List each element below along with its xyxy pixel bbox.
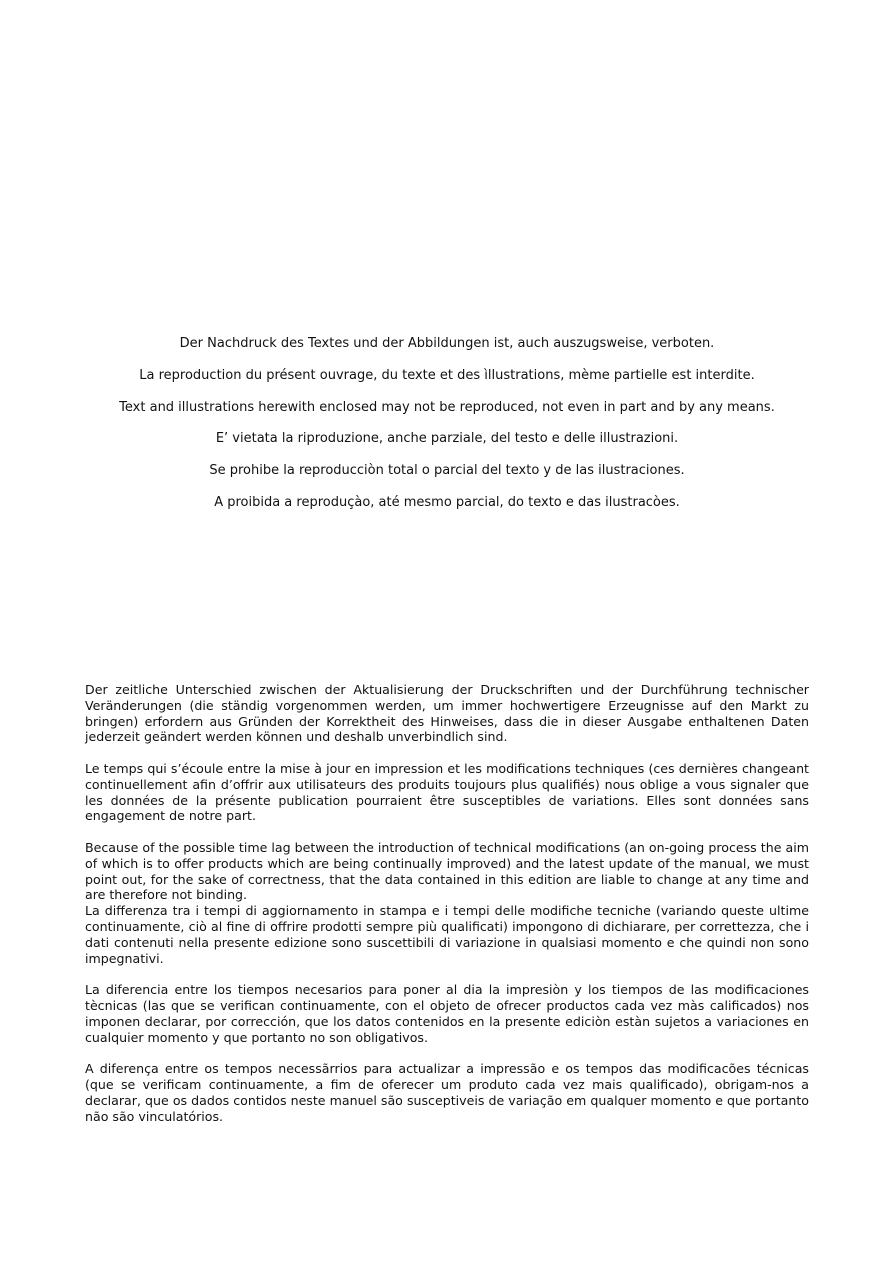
- specification-disclaimer: [85, 682, 809, 1124]
- copyright-spanish: Se prohibe la reproducciòn total o parcial del texto y de las ilustraciones.: [209, 463, 685, 479]
- disclaimer-italian: La differenza tra i tempi di aggiornamento in stampa e i tempi delle modifiche tecniche (variando queste ultime continuamente, ciò al fine di offrire prodotti sempre più qualificati) impongono di dichiarare, per correttezza, che i dati contenuti nella presente edizione sono suscettibili di variazione in qualsiasi momento e che quindi non sono impegnativi.: [85, 903, 809, 966]
- disclaimer-spanish: La diferencia entre los tiempos necesarios para poner al dia la impresiòn y los tiempos de las modificaciones tècnicas (las que se verifican continuamente, con el objeto de ofrecer productos cada vez màs calificados) nos imponen declarar, por corrección, que los datos contenidos en la presente ediciòn estàn sujetos a variaciones en cualquier momento y que portanto no son obligativos.: [85, 982, 809, 1045]
- disclaimer-german: Der zeitliche Unterschied zwischen der Aktualisierung der Druckschriften und der Durchführung technischer Veränderungen (die ständig vorgenommen werden, um immer hochwertigere Erzeugnisse auf den Markt zu bringen) erfordern aus Gründen der Korrektheit des Hinweises, dass die in dieser Ausgabe enthaltenen Daten jederzeit geändert werden können und deshalb unverbindlich sind.: [85, 682, 809, 745]
- disclaimer-english: Because of the possible time lag between the introduction of technical modifications (an on-going process the aim of which is to offer products which are being continually improved) and the latest update of the manual, we must point out, for the sake of correctness, that the data contained in this edition are liable to change at any time and are therefore not binding.: [85, 839, 809, 903]
- copyright-french: La reproduction du présent ouvrage, du texte et des ìllustrations, mème partielle est interdite.: [139, 367, 755, 383]
- copyright-english: Text and illustrations herewith enclosed may not be reproduced, not even in part and by any means.: [119, 399, 775, 415]
- disclaimer-portuguese: A diferença entre os tempos necessãrrios para actualizar a impressão e os tempos das modificacões técnicas (que se verificam continuamente, a fim de oferecer um produto cada vez mais qualificado), obrigam-nos a declarar, que os dados contidos neste manuel são susceptiveis de variação em qualquer momento e que portanto não são vinculatórios.: [85, 1061, 809, 1124]
- copyright-italian: E’ vietata la riproduzione, anche parziale, del testo e delle illustrazioni.: [215, 431, 679, 447]
- copyright-german: Der Nachdruck des Textes und der Abbildungen ist, auch auszugsweise, verboten.: [179, 336, 715, 351]
- copyright-notice: [0, 336, 894, 527]
- copyright-portuguese: A proibida a reproduçào, até mesmo parcial, do texto e das ilustracòes.: [214, 494, 680, 510]
- disclaimer-french: Le temps qui s’écoule entre la mise à jour en impression et les modifications techniques (ces dernières changeant continuellement afin d’offrir aux utilisateurs des produits toujours plus qualifiés) nous oblige a vous signaler que les données de la présente publication pourraient être susceptibles de variations. Elles sont données sans engagement de notre part.: [85, 760, 809, 824]
